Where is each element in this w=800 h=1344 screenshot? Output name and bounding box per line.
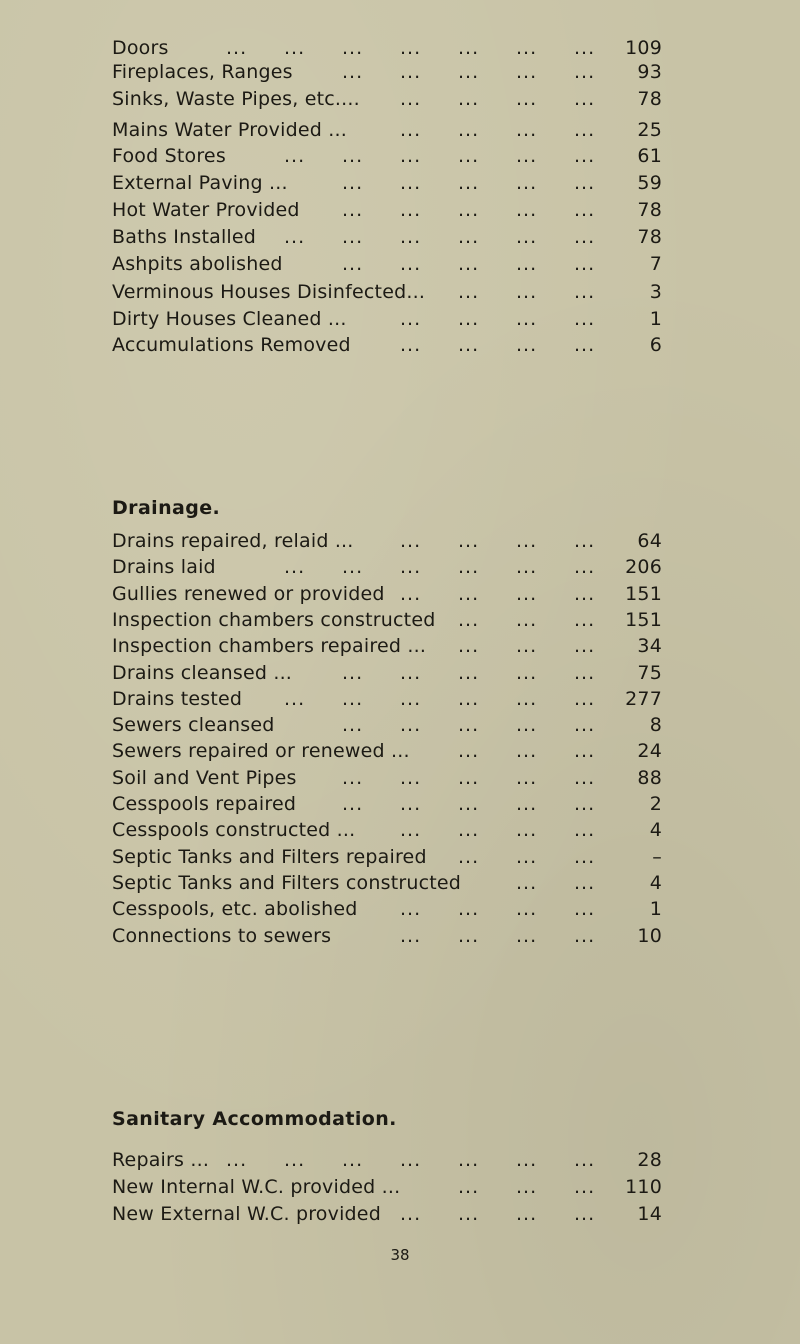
leader-dot-group: ... bbox=[516, 635, 538, 658]
leader-dot-group: ... bbox=[574, 582, 596, 605]
leader-dot-group: ... bbox=[574, 61, 596, 83]
leader-dot-group: ... bbox=[400, 37, 422, 59]
leader-dot-group: ... bbox=[400, 172, 422, 194]
leader-dot-group: ... bbox=[400, 145, 422, 167]
row-value: 1 bbox=[649, 898, 662, 921]
leader-dot-group: ... bbox=[284, 145, 306, 167]
leader-dot-group: ... bbox=[516, 37, 538, 59]
leader-dot-group: ... bbox=[458, 687, 480, 710]
row-label: Connections to sewers bbox=[112, 924, 332, 947]
leader-dot-group: ... bbox=[284, 1149, 306, 1171]
row-value: 151 bbox=[625, 608, 662, 631]
leader-dot-group: ... bbox=[574, 871, 596, 894]
leader-dot-group: ... bbox=[400, 661, 422, 684]
leader-dot-group: ... bbox=[516, 714, 538, 737]
row-value: 25 bbox=[637, 119, 662, 141]
leader-dot-group: ... bbox=[516, 687, 538, 710]
row-value: 110 bbox=[625, 1176, 662, 1198]
leader-dot-group: ... bbox=[458, 1176, 480, 1198]
row-label: Drains laid bbox=[112, 556, 216, 579]
row-value: 28 bbox=[637, 1149, 662, 1171]
leader-dot-group: ... bbox=[458, 226, 480, 248]
table-row bbox=[112, 144, 692, 170]
table-row bbox=[112, 60, 692, 86]
leader-dot-group: ... bbox=[400, 119, 422, 141]
row-value: 64 bbox=[637, 530, 662, 552]
row-value: 61 bbox=[637, 145, 662, 167]
leader-dot-group: ... bbox=[574, 845, 596, 868]
leader-dot-group: ... bbox=[400, 793, 422, 815]
row-label: Mains Water Provided ... bbox=[112, 119, 347, 141]
table-row bbox=[112, 87, 692, 113]
leader-dot-group: ... bbox=[574, 530, 596, 552]
leader-dot-group: ... bbox=[574, 661, 596, 684]
table-row bbox=[112, 280, 692, 306]
leader-dot-group: ... bbox=[400, 898, 422, 921]
table-row bbox=[112, 36, 692, 62]
table-row bbox=[112, 198, 692, 224]
row-value: 1 bbox=[649, 308, 662, 330]
leader-dot-group: ... bbox=[226, 37, 248, 59]
leader-dot-group: ... bbox=[516, 334, 538, 356]
row-value: 4 bbox=[649, 871, 662, 894]
table-row bbox=[112, 171, 692, 197]
leader-dot-group: ... bbox=[400, 61, 422, 83]
leader-dot-group: ... bbox=[516, 608, 538, 631]
sanitary-accommodation-heading: Sanitary Accommodation. bbox=[112, 1108, 397, 1130]
row-value: 2 bbox=[649, 793, 662, 815]
leader-dot-group: ... bbox=[574, 556, 596, 579]
leader-dot-group: ... bbox=[342, 37, 364, 59]
leader-dot-group: ... bbox=[400, 530, 422, 552]
leader-dot-group: ... bbox=[516, 898, 538, 921]
row-value: 24 bbox=[637, 740, 662, 763]
row-value: 206 bbox=[625, 556, 662, 579]
leader-dot-group: ... bbox=[458, 119, 480, 141]
leader-dot-group: ... bbox=[342, 199, 364, 221]
leader-dot-group: ... bbox=[284, 687, 306, 710]
leader-dot-group: ... bbox=[342, 226, 364, 248]
leader-dot-group: ... bbox=[574, 793, 596, 815]
leader-dot-group: ... bbox=[516, 145, 538, 167]
leader-dot-group: ... bbox=[458, 556, 480, 579]
leader-dot-group: ... bbox=[574, 687, 596, 710]
table-row bbox=[112, 818, 692, 844]
leader-dot-group: ... bbox=[574, 281, 596, 303]
leader-dot-group: ... bbox=[574, 37, 596, 59]
leader-dot-group: ... bbox=[458, 530, 480, 552]
leader-dot-group: ... bbox=[516, 1149, 538, 1171]
leader-dot-group: ... bbox=[516, 281, 538, 303]
leader-dot-group: ... bbox=[342, 61, 364, 83]
table-row bbox=[112, 634, 692, 660]
table-row bbox=[112, 661, 692, 687]
leader-dot-group: ... bbox=[458, 608, 480, 631]
leader-dot-group: ... bbox=[342, 766, 364, 789]
leader-dot-group: ... bbox=[458, 582, 480, 605]
leader-dot-group: ... bbox=[516, 1176, 538, 1198]
leader-dot-group: ... bbox=[458, 924, 480, 947]
leader-dot-group: ... bbox=[574, 635, 596, 658]
row-label: Fireplaces, Ranges bbox=[112, 61, 293, 83]
row-label: Food Stores bbox=[112, 145, 226, 167]
leader-dot-group: ... bbox=[574, 308, 596, 330]
row-value: 6 bbox=[649, 334, 662, 356]
row-value: 34 bbox=[637, 635, 662, 658]
leader-dot-group: ... bbox=[458, 661, 480, 684]
row-label: Dirty Houses Cleaned ... bbox=[112, 308, 347, 330]
row-label: Inspection chambers repaired ... bbox=[112, 635, 427, 658]
leader-dot-group: ... bbox=[400, 687, 422, 710]
row-label: Gullies renewed or provided bbox=[112, 582, 385, 605]
leader-dot-group: ... bbox=[516, 308, 538, 330]
leader-dot-group: ... bbox=[400, 766, 422, 789]
leader-dot-group: ... bbox=[458, 88, 480, 110]
table-row bbox=[112, 582, 692, 608]
leader-dot-group: ... bbox=[574, 766, 596, 789]
table-row bbox=[112, 1148, 692, 1174]
row-label: Cesspools repaired bbox=[112, 793, 297, 815]
leader-dot-group: ... bbox=[516, 1203, 538, 1225]
row-label: Doors bbox=[112, 37, 169, 59]
leader-dot-group: ... bbox=[574, 740, 596, 763]
row-label: Sinks, Waste Pipes, etc.... bbox=[112, 88, 360, 110]
drainage-heading: Drainage. bbox=[112, 497, 221, 519]
row-label: Soil and Vent Pipes bbox=[112, 766, 297, 789]
leader-dot-group: ... bbox=[400, 924, 422, 947]
leader-dot-group: ... bbox=[342, 714, 364, 737]
leader-dot-group: ... bbox=[574, 898, 596, 921]
leader-dot-group: ... bbox=[516, 556, 538, 579]
leader-dot-group: ... bbox=[400, 556, 422, 579]
leader-dot-group: ... bbox=[458, 1203, 480, 1225]
row-label: Septic Tanks and Filters repaired bbox=[112, 845, 427, 868]
leader-dot-group: ... bbox=[284, 37, 306, 59]
leader-dot-group: ... bbox=[516, 661, 538, 684]
leader-dot-group: ... bbox=[458, 766, 480, 789]
leader-dot-group: ... bbox=[284, 226, 306, 248]
table-row bbox=[112, 1175, 692, 1201]
row-label: Septic Tanks and Filters constructed bbox=[112, 871, 462, 894]
row-value: 109 bbox=[625, 37, 662, 59]
row-label: Drains repaired, relaid ... bbox=[112, 530, 354, 552]
leader-dot-group: ... bbox=[516, 819, 538, 842]
leader-dot-group: ... bbox=[574, 714, 596, 737]
leader-dot-group: ... bbox=[458, 199, 480, 221]
leader-dot-group: ... bbox=[400, 253, 422, 275]
table-row bbox=[112, 713, 692, 739]
row-label: Ashpits abolished bbox=[112, 253, 283, 275]
leader-dot-group: ... bbox=[458, 308, 480, 330]
leader-dot-group: ... bbox=[516, 88, 538, 110]
leader-dot-group: ... bbox=[458, 740, 480, 763]
row-value: – bbox=[652, 845, 662, 868]
table-row bbox=[112, 924, 692, 950]
row-label: Verminous Houses Disinfected... bbox=[112, 281, 426, 303]
leader-dot-group: ... bbox=[342, 793, 364, 815]
leader-dot-group: ... bbox=[516, 172, 538, 194]
row-value: 3 bbox=[649, 281, 662, 303]
leader-dot-group: ... bbox=[516, 226, 538, 248]
table-row bbox=[112, 225, 692, 251]
table-row bbox=[112, 766, 692, 792]
leader-dot-group: ... bbox=[400, 582, 422, 605]
page-number: 38 bbox=[390, 1246, 410, 1264]
leader-dot-group: ... bbox=[458, 172, 480, 194]
leader-dot-group: ... bbox=[342, 145, 364, 167]
leader-dot-group: ... bbox=[516, 793, 538, 815]
row-value: 59 bbox=[637, 172, 662, 194]
leader-dot-group: ... bbox=[516, 582, 538, 605]
table-row bbox=[112, 792, 692, 818]
table-row bbox=[112, 1202, 692, 1228]
row-value: 78 bbox=[637, 226, 662, 248]
row-label: Sewers repaired or renewed ... bbox=[112, 740, 410, 763]
row-label: New External W.C. provided bbox=[112, 1203, 381, 1225]
row-label: Drains tested bbox=[112, 687, 243, 710]
row-label: Drains cleansed ... bbox=[112, 661, 293, 684]
table-row bbox=[112, 307, 692, 333]
row-label: External Paving ... bbox=[112, 172, 288, 194]
row-label: Hot Water Provided bbox=[112, 199, 300, 221]
leader-dot-group: ... bbox=[400, 334, 422, 356]
leader-dot-group: ... bbox=[574, 199, 596, 221]
table-row bbox=[112, 687, 692, 713]
leader-dot-group: ... bbox=[458, 145, 480, 167]
leader-dot-group: ... bbox=[458, 1149, 480, 1171]
row-label: Sewers cleansed bbox=[112, 714, 275, 737]
leader-dot-group: ... bbox=[516, 119, 538, 141]
leader-dot-group: ... bbox=[516, 253, 538, 275]
row-label: Baths Installed bbox=[112, 226, 257, 248]
leader-dots bbox=[112, 36, 692, 62]
leader-dot-group: ... bbox=[574, 88, 596, 110]
leader-dot-group: ... bbox=[342, 172, 364, 194]
leader-dot-group: ... bbox=[400, 1149, 422, 1171]
row-label: Cesspools constructed ... bbox=[112, 819, 356, 842]
row-value: 8 bbox=[649, 714, 662, 737]
leader-dot-group: ... bbox=[342, 661, 364, 684]
leader-dot-group: ... bbox=[516, 845, 538, 868]
leader-dot-group: ... bbox=[574, 1176, 596, 1198]
leader-dot-group: ... bbox=[284, 556, 306, 579]
table-row bbox=[112, 118, 692, 144]
row-value: 88 bbox=[637, 766, 662, 789]
leader-dot-group: ... bbox=[574, 819, 596, 842]
leader-dot-group: ... bbox=[458, 37, 480, 59]
leader-dot-group: ... bbox=[574, 226, 596, 248]
leader-dot-group: ... bbox=[516, 871, 538, 894]
leader-dot-group: ... bbox=[516, 740, 538, 763]
leader-dot-group: ... bbox=[516, 530, 538, 552]
leader-dot-group: ... bbox=[458, 61, 480, 83]
row-value: 14 bbox=[637, 1203, 662, 1225]
row-label: Repairs ... bbox=[112, 1149, 210, 1171]
table-row bbox=[112, 333, 692, 359]
leader-dot-group: ... bbox=[574, 608, 596, 631]
row-label: Accumulations Removed bbox=[112, 334, 351, 356]
row-value: 10 bbox=[637, 924, 662, 947]
leader-dot-group: ... bbox=[574, 172, 596, 194]
leader-dot-group: ... bbox=[400, 226, 422, 248]
row-value: 78 bbox=[637, 199, 662, 221]
leader-dot-group: ... bbox=[516, 766, 538, 789]
row-value: 78 bbox=[637, 88, 662, 110]
leader-dot-group: ... bbox=[574, 334, 596, 356]
leader-dot-group: ... bbox=[574, 1149, 596, 1171]
row-label: Inspection chambers constructed bbox=[112, 608, 436, 631]
leader-dot-group: ... bbox=[516, 199, 538, 221]
leader-dot-group: ... bbox=[400, 308, 422, 330]
row-value: 7 bbox=[649, 253, 662, 275]
table-row bbox=[112, 555, 692, 581]
table-row bbox=[112, 845, 692, 871]
leader-dot-group: ... bbox=[342, 1149, 364, 1171]
row-value: 93 bbox=[637, 61, 662, 83]
leader-dot-group: ... bbox=[400, 1203, 422, 1225]
leader-dot-group: ... bbox=[226, 1149, 248, 1171]
leader-dot-group: ... bbox=[458, 253, 480, 275]
leader-dot-group: ... bbox=[574, 253, 596, 275]
leader-dot-group: ... bbox=[458, 819, 480, 842]
leader-dot-group: ... bbox=[574, 145, 596, 167]
leader-dot-group: ... bbox=[400, 88, 422, 110]
leader-dot-group: ... bbox=[516, 924, 538, 947]
leader-dot-group: ... bbox=[342, 556, 364, 579]
leader-dot-group: ... bbox=[458, 635, 480, 658]
table-row bbox=[112, 871, 692, 897]
row-value: 151 bbox=[625, 582, 662, 605]
table-row bbox=[112, 608, 692, 634]
leader-dot-group: ... bbox=[458, 898, 480, 921]
leader-dot-group: ... bbox=[574, 924, 596, 947]
leader-dot-group: ... bbox=[458, 793, 480, 815]
leader-dot-group: ... bbox=[574, 119, 596, 141]
leader-dot-group: ... bbox=[458, 281, 480, 303]
leader-dot-group: ... bbox=[400, 819, 422, 842]
leader-dot-group: ... bbox=[400, 199, 422, 221]
row-value: 4 bbox=[649, 819, 662, 842]
row-label: Cesspools, etc. abolished bbox=[112, 898, 358, 921]
row-value: 277 bbox=[625, 687, 662, 710]
table-row bbox=[112, 897, 692, 923]
table-row bbox=[112, 252, 692, 278]
leader-dot-group: ... bbox=[458, 714, 480, 737]
leader-dot-group: ... bbox=[342, 687, 364, 710]
row-label: New Internal W.C. provided ... bbox=[112, 1176, 401, 1198]
leader-dot-group: ... bbox=[458, 845, 480, 868]
leader-dot-group: ... bbox=[516, 61, 538, 83]
leader-dot-group: ... bbox=[574, 1203, 596, 1225]
table-row bbox=[112, 529, 692, 555]
leader-dot-group: ... bbox=[458, 334, 480, 356]
leader-dot-group: ... bbox=[342, 253, 364, 275]
table-row bbox=[112, 739, 692, 765]
leader-dot-group: ... bbox=[400, 714, 422, 737]
row-value: 75 bbox=[637, 661, 662, 684]
